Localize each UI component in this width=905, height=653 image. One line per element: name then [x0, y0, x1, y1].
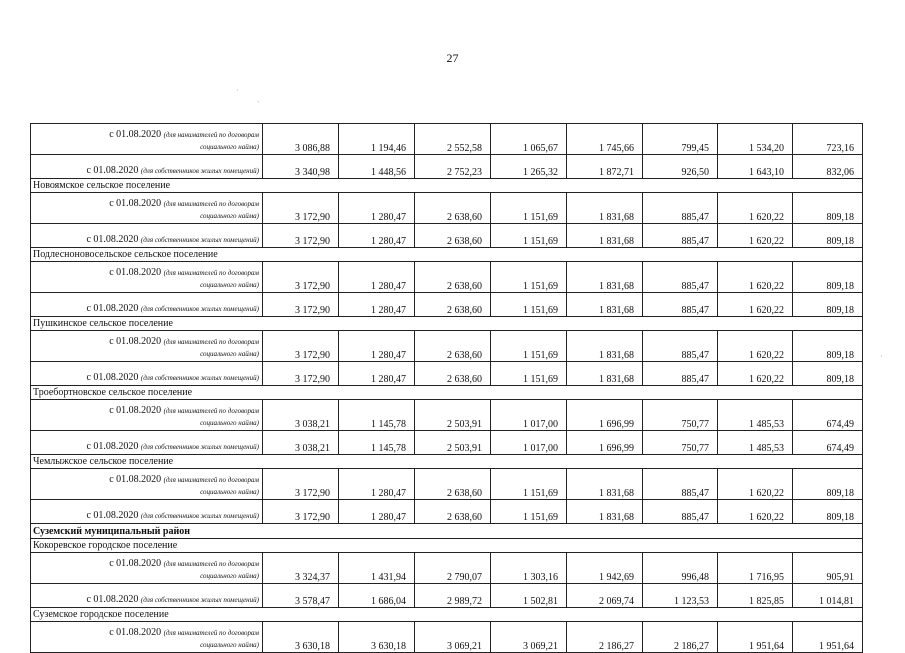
tenants-tariff-row: [31, 331, 863, 362]
tariff-value-cell: 1 620,22: [718, 362, 793, 386]
tariff-value-cell: 1 014,81: [793, 584, 863, 608]
date-text: с 01.08.2020: [109, 267, 162, 278]
tariff-value-cell: 1 123,53: [643, 584, 718, 608]
date-text: с 01.08.2020: [86, 441, 139, 452]
tariff-value-cell: 1 265,32: [491, 155, 567, 179]
tariff-value-cell: 1 151,69: [491, 224, 567, 248]
date-text: с 01.08.2020: [109, 474, 162, 485]
tariff-value-cell: 1 151,69: [491, 500, 567, 524]
date-text: с 01.08.2020: [109, 627, 162, 638]
tenants-note-line1: (для нанимателей по договорам: [163, 338, 259, 346]
tariff-value-cell: 2 752,23: [415, 155, 491, 179]
settlement-title: Пушкинское сельское поселение: [31, 317, 863, 331]
tariff-value-cell: 1 696,99: [567, 431, 643, 455]
tenants-tariff-row: [31, 622, 863, 653]
tariff-value-cell: 1 280,47: [339, 193, 415, 224]
owners-tariff-row: [31, 500, 863, 524]
tariff-value-cell: 1 831,68: [567, 293, 643, 317]
tariff-value-cell: 723,16: [793, 124, 863, 155]
tariff-value-cell: 750,77: [643, 400, 718, 431]
tariff-value-cell: 1 951,64: [718, 622, 793, 653]
settlement-title: Новоямское сельское поселение: [31, 179, 863, 193]
tariff-value-cell: 3 172,90: [263, 331, 339, 362]
owners-tariff-row: [31, 431, 863, 455]
row-label: [31, 362, 263, 386]
tariff-value-cell: 2 503,91: [415, 400, 491, 431]
tenants-note-line1: (для нанимателей по договорам: [163, 629, 259, 637]
tariff-value-cell: 1 620,22: [718, 262, 793, 293]
tenants-note-line1: (для нанимателей по договорам: [163, 407, 259, 415]
tenants-note-line2: социального найма): [200, 488, 259, 496]
tariff-value-cell: 2 638,60: [415, 362, 491, 386]
tariff-value-cell: 3 340,98: [263, 155, 339, 179]
date-text: с 01.08.2020: [109, 405, 162, 416]
tenants-note-line2: социального найма): [200, 419, 259, 427]
date-text: с 01.08.2020: [109, 558, 162, 569]
tariff-value-cell: 1 145,78: [339, 431, 415, 455]
tariff-value-cell: 885,47: [643, 224, 718, 248]
tariff-value-cell: 1 831,68: [567, 469, 643, 500]
tariff-value-cell: 1 485,53: [718, 400, 793, 431]
tariff-value-cell: 832,06: [793, 155, 863, 179]
tenants-note-line1: (для нанимателей по договорам: [163, 131, 259, 139]
tenants-tariff-row: [31, 124, 863, 155]
tariff-value-cell: 905,91: [793, 553, 863, 584]
tariff-value-cell: 1 831,68: [567, 224, 643, 248]
tariff-value-cell: 1 280,47: [339, 500, 415, 524]
row-label: [31, 124, 263, 155]
tariff-value-cell: 926,50: [643, 155, 718, 179]
tariff-value-cell: 3 172,90: [263, 469, 339, 500]
tenants-note-line2: социального найма): [200, 572, 259, 580]
date-text: с 01.08.2020: [86, 303, 139, 314]
scan-speck: ·: [880, 352, 883, 361]
tariff-value-cell: 1 534,20: [718, 124, 793, 155]
tenants-note-line1: (для нанимателей по договорам: [163, 560, 259, 568]
tariff-value-cell: 2 186,27: [643, 622, 718, 653]
tariff-value-cell: 1 017,00: [491, 400, 567, 431]
tenants-note-line1: (для нанимателей по договорам: [163, 269, 259, 277]
tariff-value-cell: 3 069,21: [491, 622, 567, 653]
tariff-value-cell: 1 151,69: [491, 293, 567, 317]
tariff-value-cell: 1 151,69: [491, 469, 567, 500]
tariff-table: [30, 123, 863, 653]
tariff-value-cell: 2 790,07: [415, 553, 491, 584]
tariff-value-cell: 885,47: [643, 331, 718, 362]
settlement-title: Подлесноновосельское сельское поселение: [31, 248, 863, 262]
row-label: [31, 293, 263, 317]
owners-tariff-row: [31, 155, 863, 179]
tariff-value-cell: 1 303,16: [491, 553, 567, 584]
date-text: с 01.08.2020: [109, 129, 162, 140]
settlement-header-row: [31, 179, 863, 193]
row-label: [31, 331, 263, 362]
tariff-value-cell: 2 638,60: [415, 500, 491, 524]
tariff-value-cell: 1 825,85: [718, 584, 793, 608]
row-label: [31, 431, 263, 455]
row-label: [31, 469, 263, 500]
tariff-value-cell: 2 552,58: [415, 124, 491, 155]
row-label: [31, 155, 263, 179]
tariff-value-cell: 1 745,66: [567, 124, 643, 155]
tariff-value-cell: 1 831,68: [567, 500, 643, 524]
tariff-value-cell: 3 172,90: [263, 362, 339, 386]
tariff-value-cell: 1 686,04: [339, 584, 415, 608]
settlement-header-row: [31, 248, 863, 262]
tenants-tariff-row: [31, 400, 863, 431]
scan-speck: ·: [236, 86, 239, 95]
tariff-value-cell: 3 630,18: [339, 622, 415, 653]
row-label: [31, 553, 263, 584]
tariff-value-cell: 2 989,72: [415, 584, 491, 608]
tariff-value-cell: 1 620,22: [718, 224, 793, 248]
district-header-row: [31, 524, 863, 539]
tariff-value-cell: 1 151,69: [491, 331, 567, 362]
tariff-value-cell: 1 431,94: [339, 553, 415, 584]
settlement-header-row: [31, 539, 863, 553]
tariff-value-cell: 1 280,47: [339, 224, 415, 248]
owners-tariff-row: [31, 224, 863, 248]
row-label: [31, 262, 263, 293]
tenants-tariff-row: [31, 469, 863, 500]
owners-note: (для собственников жилых помещений): [140, 443, 259, 451]
tariff-value-cell: 750,77: [643, 431, 718, 455]
tariff-value-cell: 1 485,53: [718, 431, 793, 455]
tariff-value-cell: 1 716,95: [718, 553, 793, 584]
settlement-title: Чемлыжское сельское поселение: [31, 455, 863, 469]
tariff-value-cell: 1 951,64: [793, 622, 863, 653]
tenants-tariff-row: [31, 553, 863, 584]
settlement-title: Суземское городское поселение: [31, 608, 863, 622]
date-text: с 01.08.2020: [86, 165, 139, 176]
tariff-value-cell: 3 172,90: [263, 293, 339, 317]
settlement-title: Троебортновское сельское поселение: [31, 386, 863, 400]
row-label: [31, 193, 263, 224]
tariff-value-cell: 2 638,60: [415, 193, 491, 224]
tenants-note-line2: социального найма): [200, 143, 259, 151]
owners-note: (для собственников жилых помещений): [140, 305, 259, 313]
tariff-value-cell: 1 620,22: [718, 500, 793, 524]
tariff-value-cell: 2 638,60: [415, 331, 491, 362]
row-label: [31, 224, 263, 248]
tariff-value-cell: 1 194,46: [339, 124, 415, 155]
tariff-value-cell: 3 038,21: [263, 400, 339, 431]
owners-tariff-row: [31, 362, 863, 386]
tariff-value-cell: 799,45: [643, 124, 718, 155]
tariff-value-cell: 885,47: [643, 262, 718, 293]
tariff-value-cell: 809,18: [793, 362, 863, 386]
tariff-value-cell: 1 280,47: [339, 331, 415, 362]
tariff-value-cell: 1 872,71: [567, 155, 643, 179]
tenants-note-line2: социального найма): [200, 212, 259, 220]
district-title: Суземский муниципальный район: [31, 524, 863, 539]
tariff-value-cell: 1 280,47: [339, 362, 415, 386]
tariff-value-cell: 3 630,18: [263, 622, 339, 653]
row-label: [31, 622, 263, 653]
tariff-value-cell: 1 151,69: [491, 193, 567, 224]
date-text: с 01.08.2020: [86, 510, 139, 521]
settlement-header-row: [31, 455, 863, 469]
tariff-value-cell: 885,47: [643, 469, 718, 500]
tariff-value-cell: 1 831,68: [567, 331, 643, 362]
tariff-value-cell: 1 831,68: [567, 362, 643, 386]
tariff-value-cell: 1 620,22: [718, 293, 793, 317]
tariff-value-cell: 885,47: [643, 193, 718, 224]
tariff-value-cell: 809,18: [793, 331, 863, 362]
date-text: с 01.08.2020: [109, 198, 162, 209]
tariff-value-cell: 1 831,68: [567, 262, 643, 293]
row-label: [31, 584, 263, 608]
date-text: с 01.08.2020: [109, 336, 162, 347]
tariff-value-cell: 2 186,27: [567, 622, 643, 653]
owners-tariff-row: [31, 293, 863, 317]
tariff-value-cell: 2 638,60: [415, 293, 491, 317]
owners-tariff-row: [31, 584, 863, 608]
tariff-value-cell: 3 172,90: [263, 500, 339, 524]
tariff-value-cell: 1 145,78: [339, 400, 415, 431]
tariff-value-cell: 1 065,67: [491, 124, 567, 155]
tariff-value-cell: 1 280,47: [339, 469, 415, 500]
tenants-note-line2: социального найма): [200, 350, 259, 358]
tariff-value-cell: 1 620,22: [718, 331, 793, 362]
tariff-value-cell: 809,18: [793, 469, 863, 500]
tariff-value-cell: 885,47: [643, 293, 718, 317]
tariff-value-cell: 1 831,68: [567, 193, 643, 224]
tenants-tariff-row: [31, 193, 863, 224]
owners-note: (для собственников жилых помещений): [140, 167, 259, 175]
tariff-value-cell: 1 280,47: [339, 293, 415, 317]
tariff-value-cell: 885,47: [643, 362, 718, 386]
tariff-value-cell: 3 172,90: [263, 262, 339, 293]
owners-note: (для собственников жилых помещений): [140, 374, 259, 382]
date-text: с 01.08.2020: [86, 594, 139, 605]
tariff-value-cell: 2 638,60: [415, 224, 491, 248]
settlement-header-row: [31, 608, 863, 622]
tariff-value-cell: 674,49: [793, 400, 863, 431]
owners-note: (для собственников жилых помещений): [140, 596, 259, 604]
tariff-value-cell: 674,49: [793, 431, 863, 455]
tariff-value-cell: 1 448,56: [339, 155, 415, 179]
tenants-note-line1: (для нанимателей по договорам: [163, 476, 259, 484]
tariff-value-cell: 2 069,74: [567, 584, 643, 608]
tariff-value-cell: 2 638,60: [415, 469, 491, 500]
date-text: с 01.08.2020: [86, 372, 139, 383]
tariff-value-cell: 996,48: [643, 553, 718, 584]
tariff-value-cell: 809,18: [793, 224, 863, 248]
tariff-value-cell: 809,18: [793, 193, 863, 224]
tariff-value-cell: 3 172,90: [263, 193, 339, 224]
settlement-title: Кокоревское городское поселение: [31, 539, 863, 553]
tariff-value-cell: 1 502,81: [491, 584, 567, 608]
tariff-value-cell: 1 696,99: [567, 400, 643, 431]
tariff-value-cell: 1 620,22: [718, 469, 793, 500]
tariff-value-cell: 809,18: [793, 262, 863, 293]
date-text: с 01.08.2020: [86, 234, 139, 245]
tenants-note-line2: социального найма): [200, 281, 259, 289]
tenants-note-line2: социального найма): [200, 641, 259, 649]
page-number: 27: [446, 51, 459, 65]
tariff-value-cell: 809,18: [793, 293, 863, 317]
tariff-value-cell: 809,18: [793, 500, 863, 524]
tariff-value-cell: 1 017,00: [491, 431, 567, 455]
tariff-value-cell: 1 643,10: [718, 155, 793, 179]
owners-note: (для собственников жилых помещений): [140, 236, 259, 244]
tenants-note-line1: (для нанимателей по договорам: [163, 200, 259, 208]
tariff-value-cell: 3 038,21: [263, 431, 339, 455]
tariff-value-cell: 2 503,91: [415, 431, 491, 455]
tariff-value-cell: 885,47: [643, 500, 718, 524]
tariff-value-cell: 3 069,21: [415, 622, 491, 653]
settlement-header-row: [31, 317, 863, 331]
tariff-value-cell: 3 324,37: [263, 553, 339, 584]
tariff-value-cell: 3 578,47: [263, 584, 339, 608]
tariff-value-cell: 2 638,60: [415, 262, 491, 293]
tariff-value-cell: 1 942,69: [567, 553, 643, 584]
tenants-tariff-row: [31, 262, 863, 293]
tariff-value-cell: 3 086,88: [263, 124, 339, 155]
owners-note: (для собственников жилых помещений): [140, 512, 259, 520]
row-label: [31, 400, 263, 431]
tariff-value-cell: 1 151,69: [491, 362, 567, 386]
settlement-header-row: [31, 386, 863, 400]
tariff-value-cell: 1 620,22: [718, 193, 793, 224]
tariff-value-cell: 1 151,69: [491, 262, 567, 293]
tariff-value-cell: 1 280,47: [339, 262, 415, 293]
scan-speck: `: [257, 100, 260, 109]
row-label: [31, 500, 263, 524]
tariff-value-cell: 3 172,90: [263, 224, 339, 248]
